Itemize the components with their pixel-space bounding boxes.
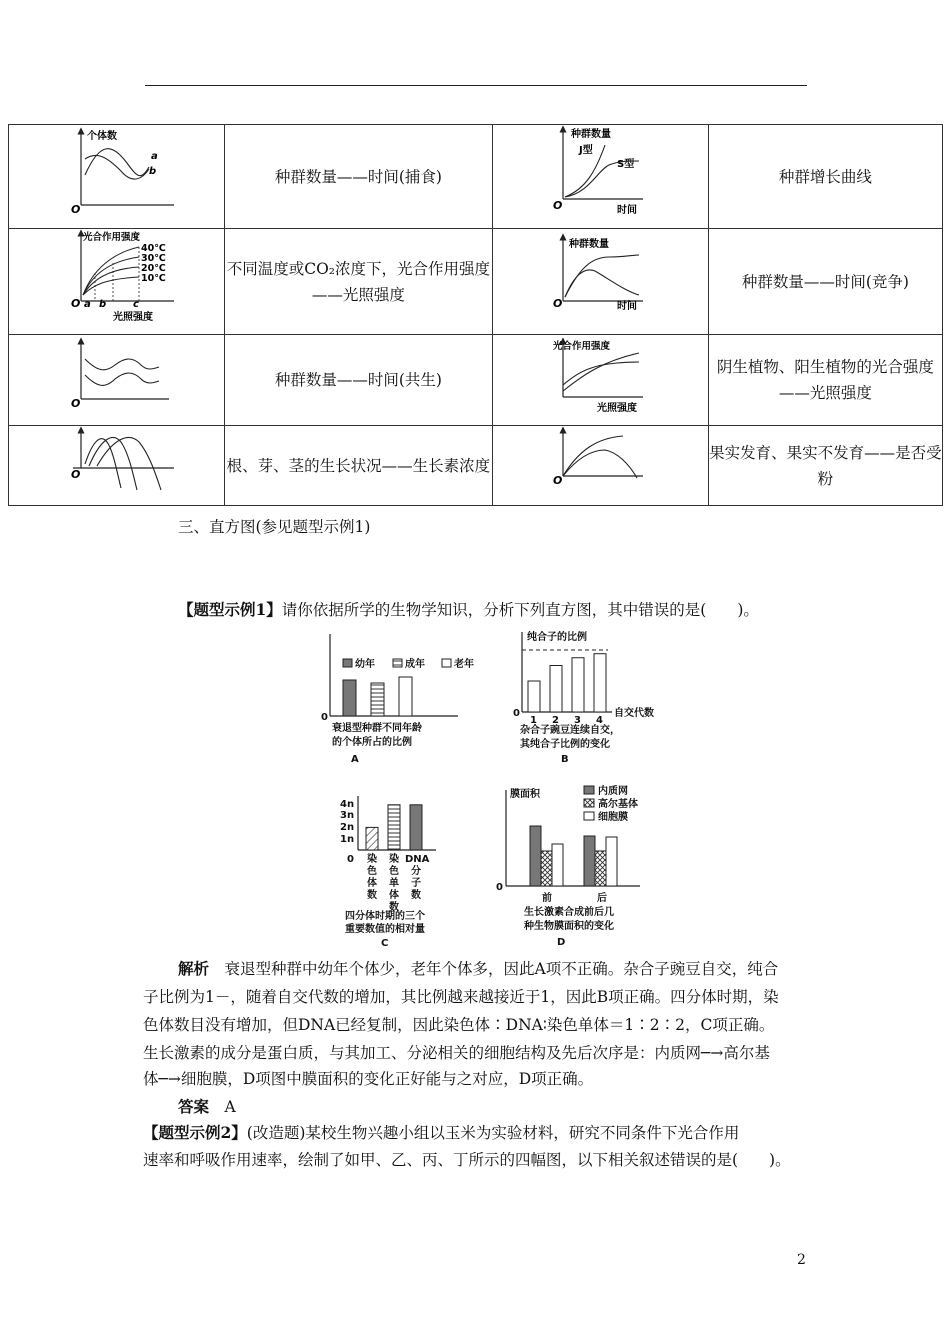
figure-letter: D	[557, 937, 566, 948]
bar-generation-1	[528, 681, 540, 712]
graph-temperature-photosynthesis	[9, 229, 225, 335]
y-axis-label: 种群数量	[568, 239, 609, 250]
desc-cell: 不同温度或CO₂浓度下，光合作用强度——光照强度	[225, 229, 493, 335]
table-row	[9, 229, 943, 335]
svg-text:分: 分	[411, 866, 421, 877]
page-number: 2	[797, 1252, 806, 1268]
svg-text:数: 数	[389, 902, 399, 913]
figure-letter: A	[351, 754, 359, 765]
x-axis-label: 时间	[616, 301, 637, 312]
bar-label-dna	[405, 854, 430, 901]
origin-label: O	[71, 468, 81, 481]
y-tick-3n: 3n	[340, 810, 355, 821]
graph-auxin-response	[9, 426, 225, 506]
origin-label: O	[552, 297, 563, 310]
legend-old: 老年	[454, 659, 474, 670]
graph-fruit-development	[492, 426, 708, 506]
origin-label: 0	[321, 712, 328, 723]
x-tick-4: 4	[596, 715, 603, 726]
analysis-line: 体─→细胞膜，D项图中膜面积的变化正好能与之对应，D项正确。	[143, 1070, 594, 1088]
svg-text:体: 体	[367, 878, 377, 889]
bar-细胞膜-后	[606, 837, 617, 886]
caption-line1: 四分体时期的三个	[345, 911, 425, 922]
x-tick-after: 后	[597, 893, 607, 904]
analysis-label: 解析	[178, 959, 210, 978]
legend-young: 幼年	[355, 659, 375, 670]
origin-label: O	[71, 203, 81, 216]
temp-40-label: 40℃	[141, 243, 166, 254]
bar-generation-3	[572, 658, 584, 712]
svg-text:体: 体	[389, 890, 399, 901]
bar-2	[388, 805, 400, 850]
y-axis-label: 光合作用强度	[83, 232, 141, 243]
analysis-line: 色体数目没有增加，但DNA已经复制，因此染色体∶DNA∶染色单体＝1∶2∶2，C项正确。	[143, 1016, 775, 1034]
curve-a-label: a	[151, 151, 158, 162]
x-axis-label: 光照强度	[596, 403, 637, 414]
desc-cell: 种群数量——时间(竞争)	[708, 229, 942, 335]
origin-label: 0	[347, 854, 354, 865]
svg-text:染: 染	[367, 854, 377, 865]
temp-10-label: 10℃	[141, 273, 166, 284]
table-row	[9, 335, 943, 426]
legend-golgi: 高尔基体	[598, 799, 638, 810]
y-tick-4n: 4n	[340, 799, 355, 810]
answer-label: 答案	[178, 1097, 210, 1116]
bar-内质网-后	[584, 836, 595, 886]
x-mark-b: b	[99, 299, 107, 310]
answer-line	[178, 1093, 236, 1121]
analysis-line: 生长激素的成分是蛋白质，与其加工、分泌相关的细胞结构及先后次序是：内质网─→高尔基	[143, 1044, 770, 1062]
bar-高尔基体-后	[595, 851, 606, 886]
origin-label: O	[552, 199, 563, 212]
y-axis-label: 膜面积	[510, 789, 540, 800]
example1-text: 请你依据所学的生物学知识，分析下列直方图，其中错误的是( )。	[281, 601, 759, 619]
s-curve-label: S型	[616, 159, 634, 170]
temp-20-label: 20℃	[141, 263, 166, 274]
svg-text:数: 数	[367, 890, 377, 901]
desc-cell: 根、芽、茎的生长状况——生长素浓度	[225, 426, 493, 506]
caption-line2: 重要数值的相对量	[345, 924, 425, 935]
svg-text:染: 染	[389, 854, 399, 865]
caption-line1: 衰退型种群不同年龄	[332, 723, 422, 734]
x-mark-c: c	[133, 299, 139, 310]
table-row	[9, 125, 943, 229]
svg-text:单: 单	[389, 878, 399, 889]
x-tick-2: 2	[552, 715, 559, 726]
origin-label: O	[552, 474, 563, 487]
y-tick-1n: 1n	[340, 834, 355, 845]
svg-text:数: 数	[411, 890, 421, 901]
x-axis-label: 时间	[616, 205, 637, 216]
temp-30-label: 30℃	[141, 253, 166, 264]
bar-2	[371, 683, 384, 716]
bar-label-chromosome	[367, 852, 377, 901]
analysis-line: 衰退型种群中幼年个体少，老年个体多，因此A项不正确。杂合子豌豆自交，纯合	[224, 960, 779, 978]
y-axis-label: 个体数	[87, 131, 117, 142]
bar-label-chromatid	[389, 852, 399, 913]
bar-generation-4	[594, 654, 606, 712]
caption-line1: 杂合子豌豆连续自交，	[520, 725, 620, 736]
caption-line2: 种生物膜面积的变化	[524, 921, 614, 932]
y-axis-label: 光合作用强度	[552, 341, 610, 352]
analysis-line: 子比例为1－，随着自交代数的增加，其比例越来越接近于1，因此B项正确。四分体时期，染	[143, 988, 779, 1006]
bar-1	[366, 827, 378, 850]
legend-membrane: 细胞膜	[598, 812, 628, 823]
graph-growth-curves	[492, 125, 708, 229]
origin-label: 0	[513, 708, 520, 719]
section-heading: 三、直方图(参见题型示例1)	[178, 518, 371, 536]
example2-line2: 速率和呼吸作用速率，绘制了如甲、乙、丙、丁所示的四幅图，以下相关叙述错误的是( )。	[143, 1151, 791, 1169]
caption-line2: 其纯合子比例的变化	[520, 739, 610, 750]
caption-line2: 的个体所占的比例	[332, 737, 412, 748]
example1-question	[178, 596, 759, 624]
bar-3	[410, 805, 422, 850]
desc-cell: 种群数量——时间(捕食)	[225, 125, 493, 229]
figure-c	[340, 796, 436, 949]
x-axis-label: 自交代数	[614, 708, 654, 719]
figure-d	[496, 784, 640, 948]
bar-细胞膜-前	[552, 844, 563, 886]
bar-1	[343, 680, 356, 716]
x-tick-3: 3	[574, 715, 581, 726]
desc-cell: 种群数量——时间(共生)	[225, 335, 493, 426]
y-axis-label: 纯合子的比例	[527, 632, 587, 643]
figure-b	[513, 630, 654, 765]
desc-cell: 阴生植物、阳生植物的光合强度——光照强度	[708, 335, 942, 426]
svg-text:色: 色	[367, 866, 377, 877]
figure-a	[321, 634, 474, 765]
x-axis-label: 光照强度	[113, 312, 153, 323]
histogram-figures	[0, 628, 950, 958]
j-curve-label: J型	[578, 145, 593, 156]
svg-text:色: 色	[389, 866, 399, 877]
svg-text:DNA: DNA	[405, 854, 430, 865]
origin-label: 0	[496, 882, 503, 893]
graph-predation	[9, 125, 225, 229]
svg-text:子: 子	[411, 878, 421, 889]
desc-cell: 种群增长曲线	[708, 125, 942, 229]
table-row	[9, 426, 943, 506]
graph-mutualism	[9, 335, 225, 426]
bar-内质网-前	[530, 826, 541, 886]
curve-table	[8, 124, 943, 506]
y-tick-2n: 2n	[340, 822, 355, 833]
graph-competition	[492, 229, 708, 335]
origin-label: O	[71, 297, 81, 310]
graph-shade-sun-plants	[492, 335, 708, 426]
curve-b-label: b	[149, 166, 157, 177]
legend-er: 内质网	[598, 786, 628, 797]
bar-3	[399, 677, 412, 716]
figure-letter: B	[561, 754, 569, 765]
example2-tag: 【题型示例2】	[143, 1123, 247, 1142]
x-tick-1: 1	[530, 715, 537, 726]
answer-value: A	[224, 1098, 236, 1116]
desc-cell: 果实发育、果实不发育——是否受粉	[708, 426, 942, 506]
bar-generation-2	[550, 666, 562, 713]
y-axis-label: 种群数量	[570, 129, 611, 140]
bar-高尔基体-前	[541, 851, 552, 886]
example2-line1: 【题型示例2】(改造题)某校生物兴趣小组以玉米为实验材料，研究不同条件下光合作用	[143, 1123, 740, 1142]
caption-line1: 生长激素合成前后几	[524, 907, 614, 918]
legend-adult: 成年	[405, 659, 425, 670]
x-mark-a: a	[84, 299, 91, 310]
x-tick-before: 前	[542, 893, 552, 904]
origin-label: O	[71, 397, 81, 410]
example1-tag: 【题型示例1】	[178, 600, 282, 619]
header-rule	[145, 85, 807, 86]
figure-letter: C	[381, 938, 389, 949]
